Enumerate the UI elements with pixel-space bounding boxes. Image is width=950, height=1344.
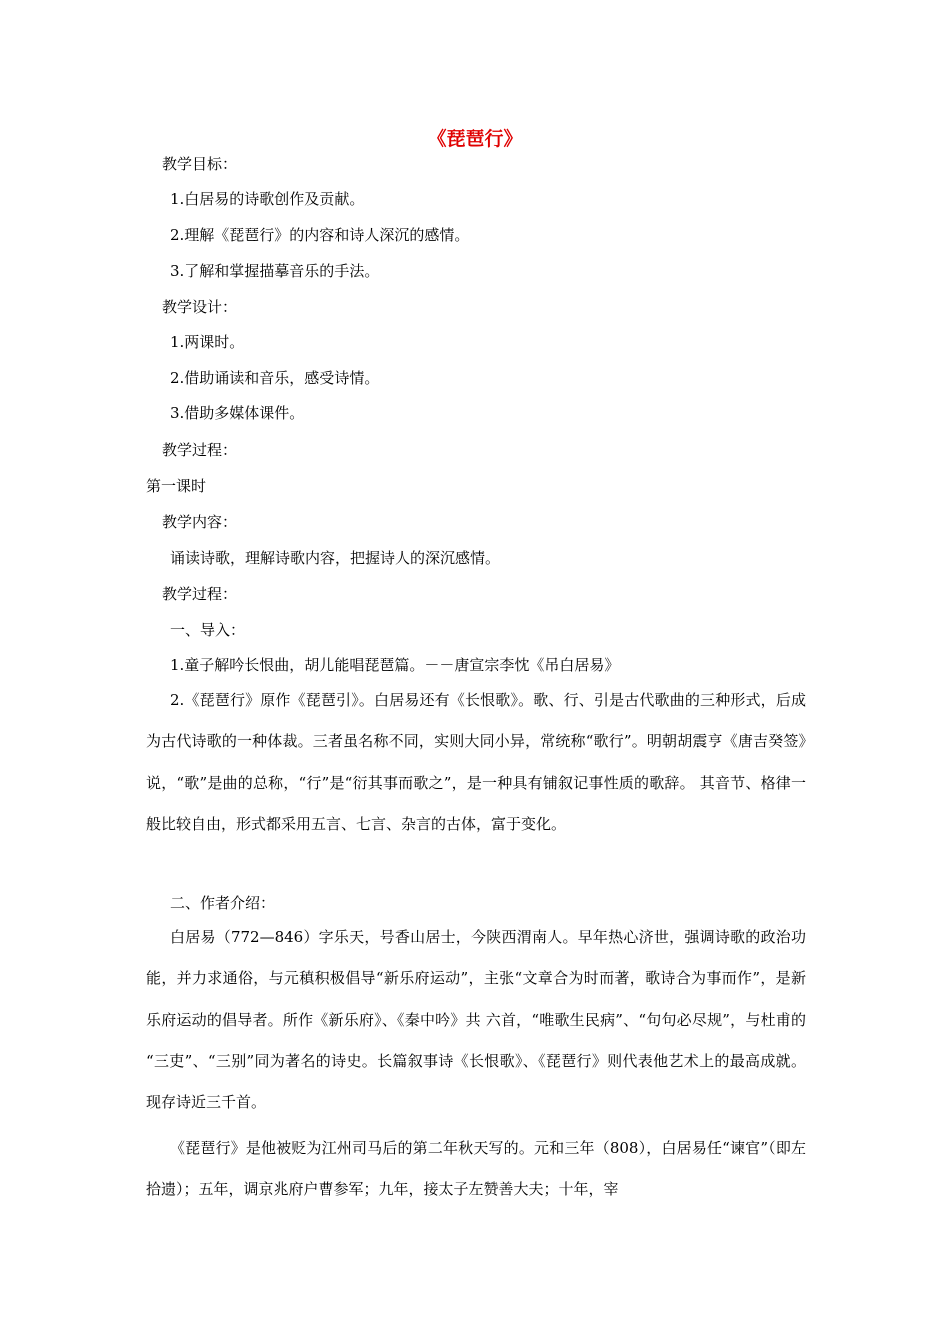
- content-heading: 教学内容：: [162, 513, 238, 531]
- author-paragraph: 白居易（772—846）字乐天，号香山居士，今陕西渭南人。早年热心济世，强调诗歌的政治功能，并力求通俗，与元稹积极倡导“新乐府运动”，主张“文章合为时而著，歌诗合为事而作”，是新乐府运动的倡导者。所作《新乐府》、《秦中吟》共 六首，“唯歌生民病”、“句句必尽规”，与杜甫的 “三吏”、“三别”同为著名的诗史。长篇叙事诗《长恨歌》、《琵琶行》则代表他艺术上的最高成就。现存诗近三千首。: [146, 928, 806, 1112]
- document-title: 《琵琶行》: [427, 128, 523, 150]
- background-paragraph: 《琵琶行》是他被贬为江州司马后的第二年秋天写的。元和三年（808），白居易任“谏官”（即左拾遗）；五年，调京兆府户曹参军；九年，接太子左赞善大夫；十年，宰: [146, 1139, 806, 1199]
- author-heading: 二、作者介绍：: [170, 894, 276, 912]
- lesson-process-heading: 教学过程：: [162, 585, 238, 603]
- design-item: 2.借助诵读和音乐，感受诗情。: [170, 369, 380, 387]
- intro-paragraph: 2.《琵琶行》原作《琵琶引》。白居易还有《长恨歌》。歌、行、引是古代歌曲的三种形式，后成为古代诗歌的一种体裁。三者虽名称不同，实则大同小异，常统称“歌行”。明朝胡震亨《唐吉癸签》说，“歌”是曲的总称，“行”是“衍其事而歌之”，是一种具有铺叙记事性质的歌辞。 其音节、格律一般比较自由，形式都采用五言、七言、杂言的古体，富于变化。: [146, 691, 806, 833]
- goals-heading: 教学目标：: [162, 155, 238, 173]
- content-text: 诵读诗歌，理解诗歌内容，把握诗人的深沉感情。: [170, 549, 501, 567]
- design-item: 1.两课时。: [170, 333, 245, 351]
- intro-heading: 一、导入：: [170, 621, 246, 639]
- intro-item: 1.童子解吟长恨曲，胡儿能唱琵琶篇。－－唐宣宗李忱《吊白居易》: [170, 656, 620, 674]
- process-heading: 教学过程：: [162, 441, 238, 459]
- goal-item: 2.理解《琵琶行》的内容和诗人深沉的感情。: [170, 226, 470, 244]
- goal-item: 1.白居易的诗歌创作及贡献。: [170, 190, 365, 208]
- design-heading: 教学设计：: [162, 298, 238, 316]
- goal-item: 3.了解和掌握描摹音乐的手法。: [170, 262, 380, 280]
- lesson-title: 第一课时: [146, 477, 207, 495]
- design-item: 3.借助多媒体课件。: [170, 404, 305, 422]
